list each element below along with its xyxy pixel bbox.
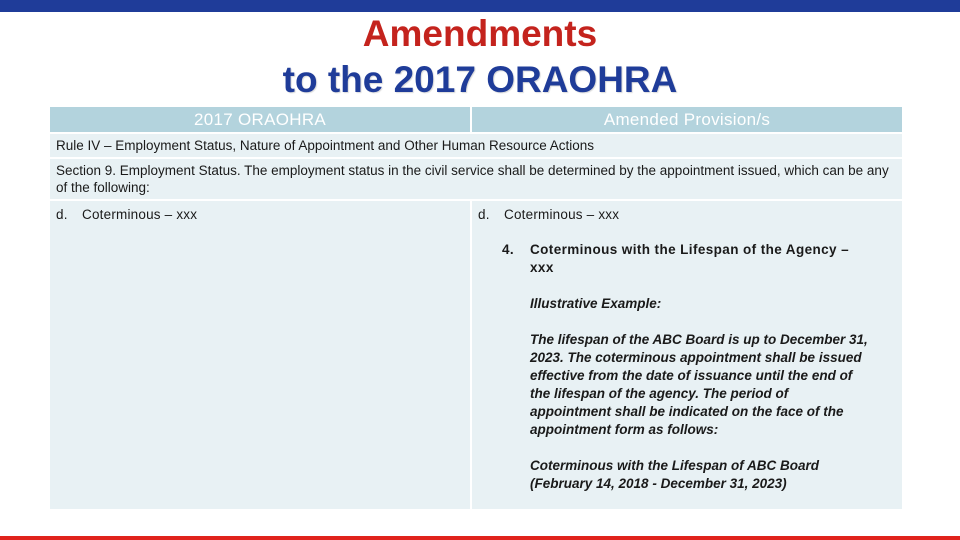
bottom-accent-bar: [0, 536, 960, 540]
table-row: [50, 201, 902, 509]
slide-title: Amendments: [362, 13, 598, 54]
header-amended: Amended Provision/s: [472, 107, 902, 132]
table-header-row: [50, 107, 902, 132]
slide-subtitle: to the 2017 ORAOHRA: [282, 59, 678, 100]
example-form-text: Coterminous with the Lifespan of ABC Board (February 14, 2018 - December 31, 2023): [530, 458, 820, 491]
amended-item-d: [478, 206, 896, 223]
sub-item-4: [502, 241, 870, 277]
original-item-d: [56, 206, 464, 223]
item-label: d.: [478, 207, 490, 222]
original-provision-cell: [50, 201, 470, 509]
sub-item-block: [502, 241, 870, 493]
amendments-table: [48, 105, 904, 511]
sub-item-text: Coterminous with the Lifespan of the Agency – xxx: [530, 242, 850, 275]
item-text: Coterminous – xxx: [82, 207, 198, 222]
item-text: Coterminous – xxx: [504, 207, 620, 222]
top-accent-bar: [0, 0, 960, 12]
rule-row: Rule IV – Employment Status, Nature of Appointment and Other Human Resource Actions: [50, 134, 902, 157]
sub-item-number: 4.: [502, 242, 515, 257]
item-label: d.: [56, 207, 68, 222]
header-original: 2017 ORAOHRA: [50, 107, 470, 132]
section-row: Section 9. Employment Status. The employment status in the civil service shall be determined by the appointment issued, which can be any of the following:: [50, 159, 902, 199]
table-row: [50, 159, 902, 199]
example-body: The lifespan of the ABC Board is up to December 31, 2023. The coterminous appointment shall be issued effective from the date of issuance until the end of the lifespan of the agency. The period of appointment shall be indicated on the face of the appointment form as follows:: [530, 332, 868, 437]
table-row: [50, 134, 902, 157]
amended-provision-cell: [472, 201, 902, 509]
example-label: Illustrative Example:: [530, 296, 662, 311]
